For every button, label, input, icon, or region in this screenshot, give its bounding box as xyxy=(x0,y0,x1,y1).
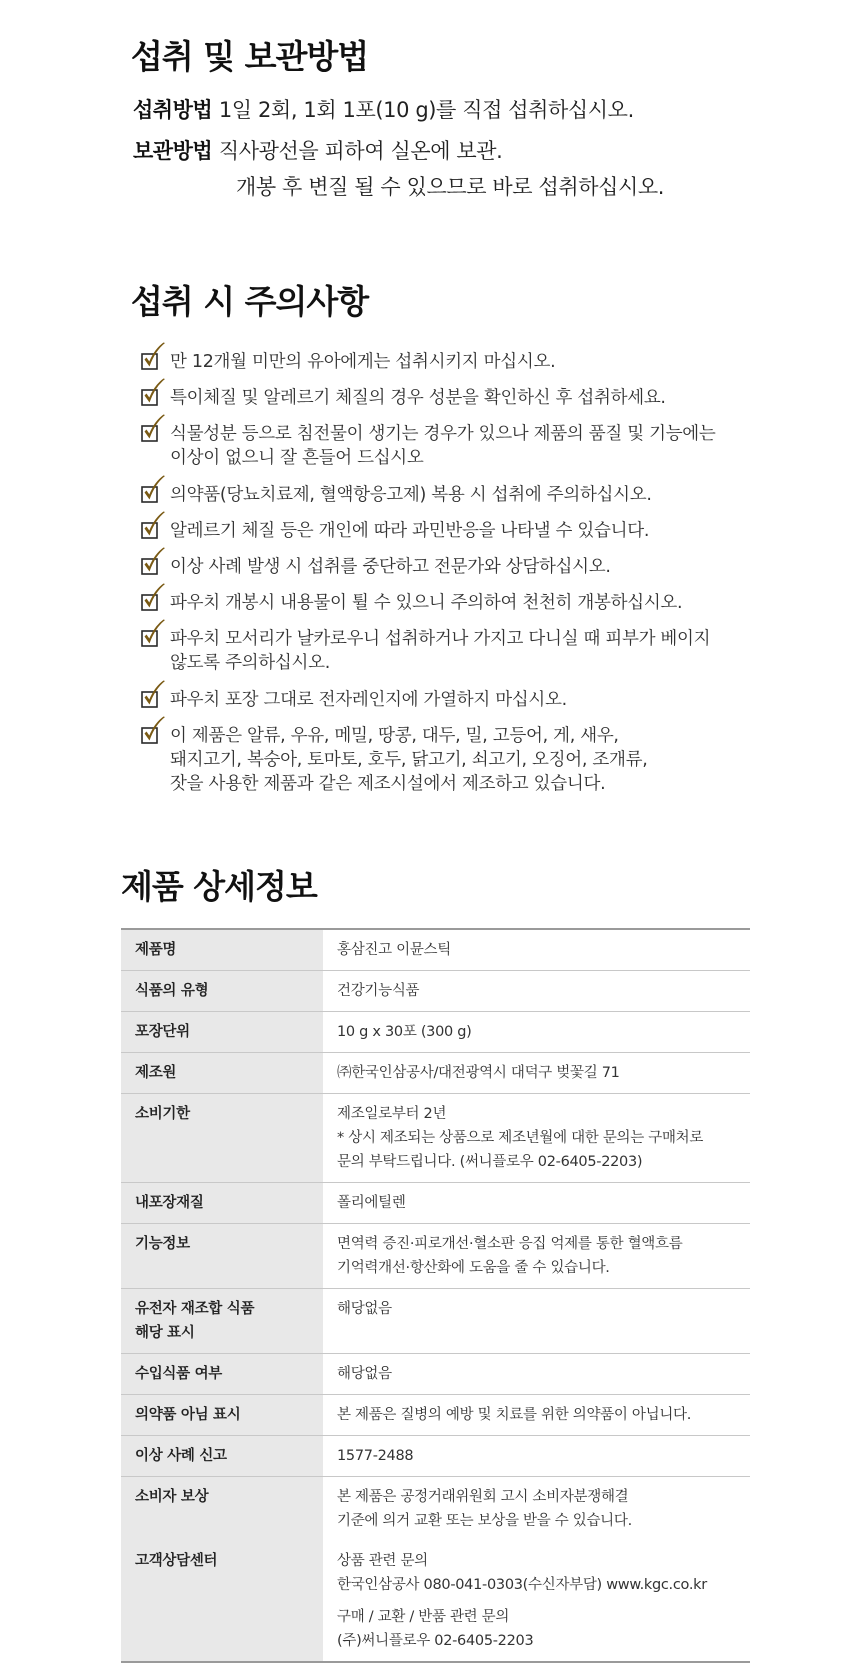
detail-value xyxy=(323,1053,750,1094)
detail-value xyxy=(323,1477,750,1542)
caution-text: 이 제품은 알류, 우유, 메밀, 땅콩, 대두, 밀, 고등어, 게, 새우, xyxy=(170,726,619,746)
table-row xyxy=(121,1395,750,1436)
detail-value-line: 면역력 증진·피로개선·혈소판 응집 억제를 통한 혈액흐름 xyxy=(337,1236,683,1252)
caution-text: 의약품(당뇨치료제, 혈액항응고제) 복용 시 섭취에 주의하십시오. xyxy=(170,485,652,505)
intake-method-row xyxy=(133,96,634,124)
detail-value-line: 본 제품은 질병의 예방 및 치료를 위한 의약품이 아닙니다. xyxy=(337,1407,692,1423)
detail-key xyxy=(121,1183,323,1224)
detail-value-line: 본 제품은 공정거래위원회 고시 소비자분쟁해결 xyxy=(337,1489,629,1505)
storage-method-text-continued: 개봉 후 변질 될 수 있으므로 바로 섭취하십시오. xyxy=(236,175,665,199)
checkmark-icon xyxy=(141,342,167,372)
caution-item xyxy=(141,519,781,543)
caution-item xyxy=(141,422,781,470)
intake-method-text: 1일 2회, 1회 1포(10 g)를 직접 섭취하십시오. xyxy=(218,98,634,122)
detail-value xyxy=(323,971,750,1012)
detail-value-line: 제조일로부터 2년 xyxy=(337,1106,447,1122)
caution-text: 특이체질 및 알레르기 체질의 경우 성분을 확인하신 후 섭취하세요. xyxy=(170,388,666,408)
checkmark-icon xyxy=(141,511,167,541)
product-inquiry-label: 상품 관련 문의 xyxy=(337,1553,428,1569)
detail-key-line: 의약품 아님 표시 xyxy=(135,1407,241,1423)
caution-list xyxy=(141,350,781,809)
caution-item xyxy=(141,483,781,507)
detail-value-line: ㈜한국인삼공사/대전광역시 대덕구 벚꽃길 71 xyxy=(337,1065,620,1081)
detail-key xyxy=(121,1395,323,1436)
detail-key-line: 소비기한 xyxy=(135,1106,190,1122)
detail-key-line: 제품명 xyxy=(135,942,177,958)
caution-text: 만 12개월 미만의 유아에게는 섭취시키지 마십시오. xyxy=(170,352,556,372)
caution-text: 이상이 없으니 잘 흔들어 드십시오 xyxy=(170,448,424,468)
caution-item xyxy=(141,724,781,796)
table-row xyxy=(121,1477,750,1542)
table-row xyxy=(121,971,750,1012)
detail-value-line: 폴리에틸렌 xyxy=(337,1195,406,1211)
caution-text: 파우치 개봉시 내용물이 튈 수 있으니 주의하여 천천히 개봉하십시오. xyxy=(170,593,683,613)
detail-value-line: 1577-2488 xyxy=(337,1448,414,1464)
table-row xyxy=(121,1094,750,1183)
detail-value xyxy=(323,1436,750,1477)
detail-value xyxy=(323,1094,750,1183)
checkmark-icon xyxy=(141,378,167,408)
detail-value-line: 홍삼진고 이뮨스틱 xyxy=(337,942,451,958)
intake-storage-title: 섭취 및 보관방법 xyxy=(131,37,369,76)
storage-method-row xyxy=(133,137,502,165)
detail-value-line: 해당없음 xyxy=(337,1301,392,1317)
detail-key-line: 포장단위 xyxy=(135,1024,190,1040)
detail-value xyxy=(323,1354,750,1395)
detail-key xyxy=(121,1094,323,1183)
caution-item xyxy=(141,688,781,712)
detail-value-line: 10 g x 30포 (300 g) xyxy=(337,1024,472,1040)
table-row xyxy=(121,1289,750,1354)
detail-value xyxy=(323,1012,750,1053)
detail-value xyxy=(323,1289,750,1354)
detail-key-line: 기능정보 xyxy=(135,1236,190,1252)
table-row xyxy=(121,929,750,971)
product-inquiry-contact: 한국인삼공사 080-041-0303(수신자부담) www.kgc.co.kr xyxy=(337,1577,707,1593)
detail-value xyxy=(323,1183,750,1224)
detail-value-line: 기준에 의거 교환 또는 보상을 받을 수 있습니다. xyxy=(337,1513,632,1529)
detail-value xyxy=(323,1224,750,1289)
table-row xyxy=(121,1436,750,1477)
caution-item xyxy=(141,350,781,374)
checkmark-icon xyxy=(141,619,167,649)
order-inquiry-label: 구매 / 교환 / 반품 관련 문의 xyxy=(337,1609,510,1625)
storage-method-text: 직사광선을 피하여 실온에 보관. xyxy=(218,139,503,163)
caution-text: 잣을 사용한 제품과 같은 제조시설에서 제조하고 있습니다. xyxy=(170,774,606,794)
detail-key xyxy=(121,1224,323,1289)
table-row xyxy=(121,1541,750,1662)
table-row xyxy=(121,1012,750,1053)
caution-text: 파우치 포장 그대로 전자레인지에 가열하지 마십시오. xyxy=(170,690,567,710)
detail-key xyxy=(121,1289,323,1354)
checkmark-icon xyxy=(141,583,167,613)
caution-item xyxy=(141,386,781,410)
detail-value xyxy=(323,929,750,971)
checkmark-icon xyxy=(141,414,167,444)
detail-key xyxy=(121,1436,323,1477)
caution-title: 섭취 시 주의사항 xyxy=(131,282,369,321)
caution-text: 이상 사례 발생 시 섭취를 중단하고 전문가와 상담하십시오. xyxy=(170,557,611,577)
detail-key xyxy=(121,1354,323,1395)
product-details-table xyxy=(121,928,750,1663)
caution-text: 돼지고기, 복숭아, 토마토, 호두, 닭고기, 쇠고기, 오징어, 조개류, xyxy=(170,750,648,770)
detail-key xyxy=(121,1477,323,1542)
table-row xyxy=(121,1183,750,1224)
detail-key-line: 수입식품 여부 xyxy=(135,1366,222,1382)
detail-value-line: * 상시 제조되는 상품으로 제조년월에 대한 문의는 구매처로 xyxy=(337,1130,704,1146)
detail-key-line: 소비자 보상 xyxy=(135,1489,209,1505)
caution-text: 알레르기 체질 등은 개인에 따라 과민반응을 나타낼 수 있습니다. xyxy=(170,521,650,541)
checkmark-icon xyxy=(141,547,167,577)
detail-key-line: 제조원 xyxy=(135,1065,177,1081)
detail-key-line: 내포장재질 xyxy=(135,1195,204,1211)
detail-key-line: 식품의 유형 xyxy=(135,983,209,999)
checkmark-icon xyxy=(141,716,167,746)
caution-text: 식물성분 등으로 침전물이 생기는 경우가 있으나 제품의 품질 및 기능에는 xyxy=(170,424,716,444)
checkmark-icon xyxy=(141,680,167,710)
detail-value-line: 문의 부탁드립니다. (써니플로우 02-6405-2203) xyxy=(337,1154,643,1170)
caution-item xyxy=(141,555,781,579)
detail-value-line: 해당없음 xyxy=(337,1366,392,1382)
order-inquiry-contact: (주)써니플로우 02-6405-2203 xyxy=(337,1633,534,1649)
detail-key xyxy=(121,971,323,1012)
caution-item xyxy=(141,627,781,675)
intake-method-label: 섭취방법 xyxy=(133,98,213,122)
detail-key-line: 유전자 재조합 식품 xyxy=(135,1301,255,1317)
detail-value xyxy=(323,1541,750,1662)
detail-value xyxy=(323,1395,750,1436)
table-row xyxy=(121,1354,750,1395)
detail-key xyxy=(121,1053,323,1094)
table-row xyxy=(121,1224,750,1289)
storage-method-label: 보관방법 xyxy=(133,139,213,163)
detail-key xyxy=(121,929,323,971)
detail-key-line: 이상 사례 신고 xyxy=(135,1448,227,1464)
checkmark-icon xyxy=(141,475,167,505)
detail-value-line: 건강기능식품 xyxy=(337,983,420,999)
product-details-title: 제품 상세정보 xyxy=(121,867,317,906)
caution-item xyxy=(141,591,781,615)
detail-key: 고객상담센터 xyxy=(121,1541,323,1662)
detail-key-line: 해당 표시 xyxy=(135,1325,195,1341)
table-row xyxy=(121,1053,750,1094)
caution-text: 않도록 주의하십시오. xyxy=(170,653,330,673)
detail-key xyxy=(121,1012,323,1053)
caution-text: 파우치 모서리가 날카로우니 섭취하거나 가지고 다니실 때 피부가 베이지 xyxy=(170,629,711,649)
detail-value-line: 기억력개선·항산화에 도움을 줄 수 있습니다. xyxy=(337,1260,610,1276)
